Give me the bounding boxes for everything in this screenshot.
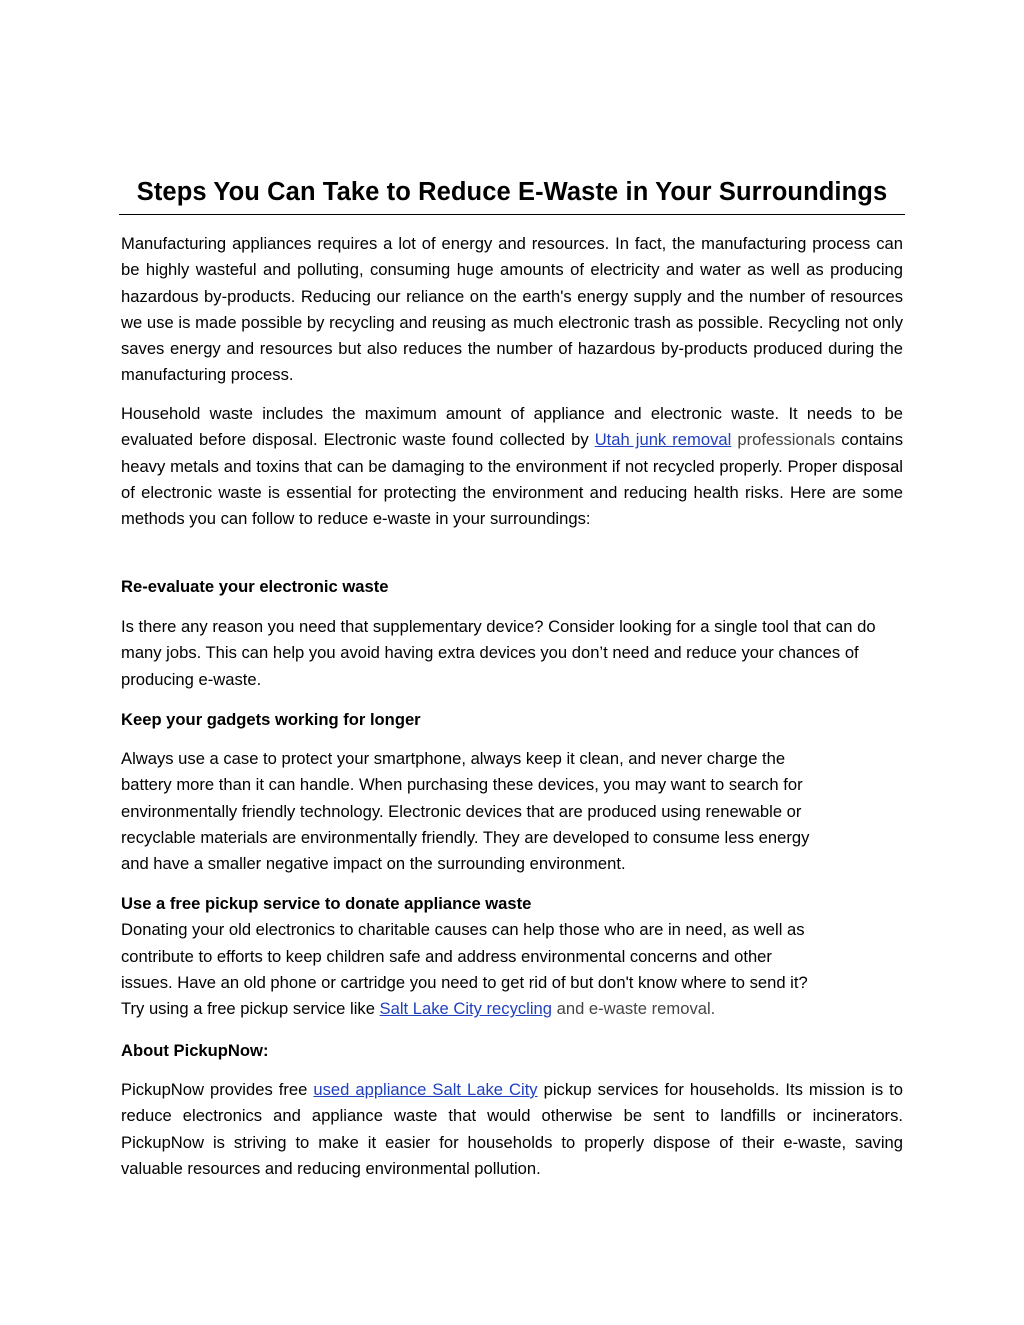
page-title: Steps You Can Take to Reduce E-Waste in Your Surroundings bbox=[136, 178, 888, 206]
intro-paragraph: Manufacturing appliances requires a lot of energy and resources. In fact, the manufacturing process can be highly wasteful and polluting, consuming huge amounts of electricity and water as well as producing hazardous by-products. Reducing our reliance on the earth's energy supply and the number of resources we use is made possible by recycling and reusing as much electronic trash as possible. Recycling not only saves energy and resources but also reduces the number of hazardous by-products produced during the manufacturing process. bbox=[121, 234, 903, 385]
gadgets-line: and have a smaller negative impact on the surrounding environment. bbox=[121, 854, 626, 874]
household-grey-text: professionals bbox=[731, 430, 836, 450]
about-heading: About PickupNow: bbox=[121, 1041, 269, 1060]
pickup-line-start: Try using a free pickup service like bbox=[121, 999, 380, 1019]
reevaluate-heading: Re-evaluate your electronic waste bbox=[121, 577, 389, 596]
utah-junk-removal-link[interactable]: Utah junk removal bbox=[594, 430, 732, 450]
about-text-start: PickupNow provides free bbox=[121, 1080, 314, 1099]
household-paragraph bbox=[121, 401, 903, 532]
pickup-grey-text: and e-waste removal. bbox=[552, 999, 716, 1019]
pickup-line: issues. Have an old phone or cartridge you need to get rid of but don't know where to send it? bbox=[121, 972, 808, 992]
gadgets-line: environmentally friendly technology. Electronic devices that are produced using renewable or bbox=[121, 801, 802, 821]
about-text-end: pickup services for households. Its mission is to reduce electronics and appliance waste that would otherwise be sent to landfills or incinerators. PickupNow is striving to make it easier for households to properly dispose of their e-waste, saving valuable resources and reducing environmental pollution. bbox=[121, 1080, 903, 1178]
pickup-line bbox=[121, 996, 903, 1022]
gadgets-paragraph bbox=[121, 746, 903, 877]
used-appliance-salt-lake-city-link[interactable]: used appliance Salt Lake City bbox=[313, 1080, 538, 1099]
gadgets-line: battery more than it can handle. When purchasing these devices, you may want to search for bbox=[121, 775, 803, 795]
household-text-start: Household waste includes the maximum amount of appliance and electronic waste. It needs to be evaluated before disposal. Electronic waste found collected by bbox=[121, 404, 903, 450]
gadgets-line: recyclable materials are environmentally friendly. They are developed to consume less energy bbox=[121, 827, 810, 847]
household-text-end: contains heavy metals and toxins that can be damaging to the environment if not recycled properly. Proper disposal of electronic waste is essential for protecting the environment and reducing health risks. Here are some methods you can follow to reduce e-waste in your surroundings: bbox=[121, 430, 903, 529]
about-paragraph bbox=[121, 1077, 903, 1182]
pickup-heading: Use a free pickup service to donate appliance waste bbox=[121, 894, 532, 913]
pickup-line: Donating your old electronics to charitable causes can help those who are in need, as well as bbox=[121, 920, 805, 940]
reevaluate-paragraph: Is there any reason you need that supplementary device? Consider looking for a single tool that can do many jobs. This can help you avoid having extra devices you don’t need and reduce your chances of producing e-waste. bbox=[121, 617, 876, 689]
gadgets-heading: Keep your gadgets working for longer bbox=[121, 710, 421, 729]
pickup-section bbox=[121, 891, 903, 1022]
title-block bbox=[119, 172, 905, 215]
gadgets-line: Always use a case to protect your smartphone, always keep it clean, and never charge the bbox=[121, 749, 786, 768]
pickup-line: contribute to efforts to keep children safe and address environmental concerns and other bbox=[121, 946, 772, 966]
salt-lake-city-recycling-link[interactable]: Salt Lake City recycling bbox=[379, 999, 553, 1019]
